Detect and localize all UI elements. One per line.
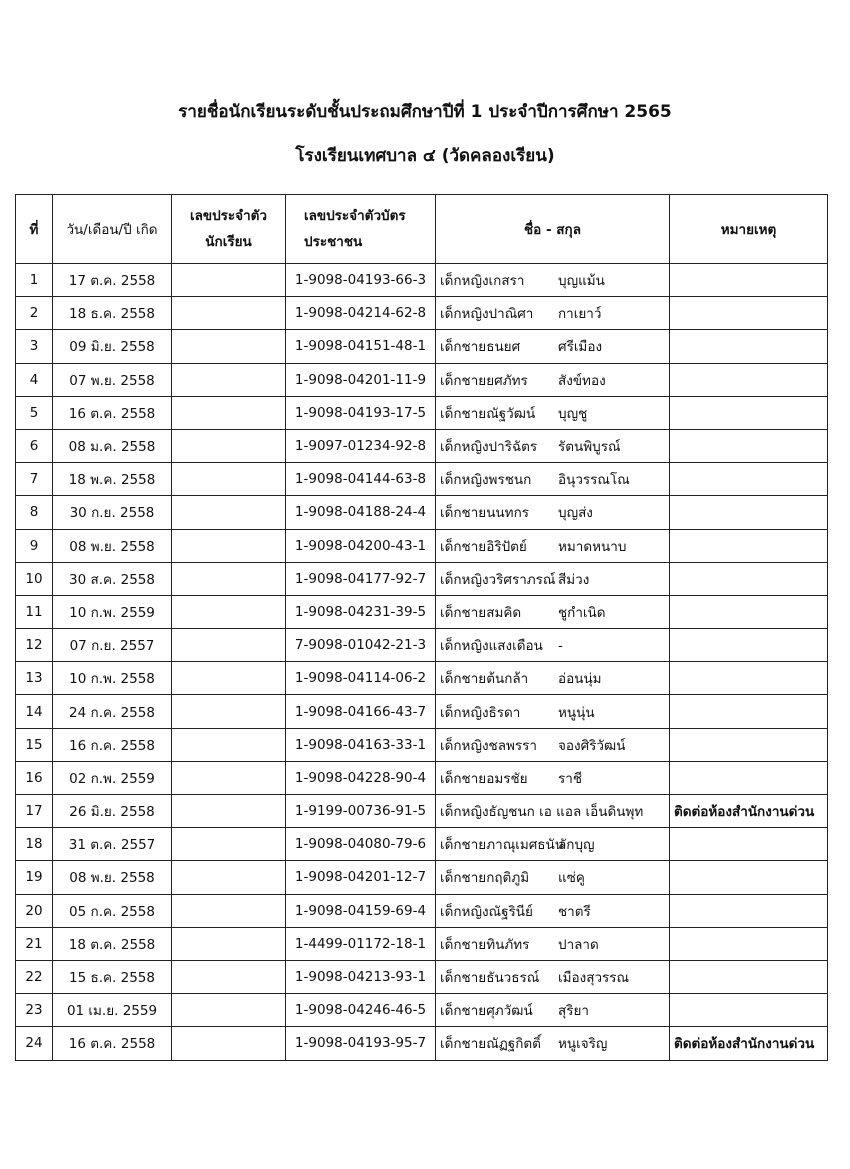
cell-student-id bbox=[172, 728, 286, 761]
cell-name bbox=[436, 562, 670, 595]
cell-student-id bbox=[172, 994, 286, 1027]
last-name: หนูนุ่น bbox=[558, 704, 595, 721]
cell-no: 17 bbox=[16, 795, 53, 828]
cell-name bbox=[436, 695, 670, 728]
cell-no: 10 bbox=[16, 562, 53, 595]
cell-name bbox=[436, 1027, 670, 1060]
cell-student-id bbox=[172, 595, 286, 628]
first-name: เด็กชายณัฐวัฒน์ bbox=[440, 405, 536, 422]
cell-student-id bbox=[172, 761, 286, 794]
cell-citizen-id: 1-9098-04201-11-9 bbox=[286, 363, 436, 396]
cell-citizen-id: 1-9098-04200-43-1 bbox=[286, 529, 436, 562]
cell-dob: 26 มิ.ย. 2558 bbox=[53, 795, 172, 828]
cell-note bbox=[670, 695, 828, 728]
first-name: เด็กหญิงวริศราภรณ์ bbox=[440, 571, 556, 588]
cell-note bbox=[670, 496, 828, 529]
last-name: ลักบุญ bbox=[558, 837, 595, 854]
cell-note bbox=[670, 894, 828, 927]
table-row bbox=[16, 595, 828, 628]
table-row bbox=[16, 496, 828, 529]
cell-citizen-id: 1-9098-04193-17-5 bbox=[286, 396, 436, 429]
cell-note bbox=[670, 264, 828, 297]
header-student-id bbox=[172, 195, 286, 264]
cell-no: 24 bbox=[16, 1027, 53, 1060]
cell-dob: 02 ก.พ. 2559 bbox=[53, 761, 172, 794]
cell-no: 11 bbox=[16, 595, 53, 628]
cell-citizen-id: 1-4499-01172-18-1 bbox=[286, 927, 436, 960]
last-name: จองศิริวัฒน์ bbox=[558, 737, 626, 754]
cell-dob: 09 มิ.ย. 2558 bbox=[53, 330, 172, 363]
cell-citizen-id: 1-9098-04151-48-1 bbox=[286, 330, 436, 363]
cell-dob: 16 ต.ค. 2558 bbox=[53, 396, 172, 429]
header-citizen-id bbox=[286, 195, 436, 264]
cell-dob: 10 ก.พ. 2559 bbox=[53, 595, 172, 628]
cell-dob: 30 ส.ค. 2558 bbox=[53, 562, 172, 595]
cell-note bbox=[670, 994, 828, 1027]
first-name: เด็กชายนนทกร bbox=[440, 505, 529, 522]
header-student-id-line2: นักเรียน bbox=[205, 234, 252, 250]
cell-dob: 10 ก.พ. 2558 bbox=[53, 662, 172, 695]
cell-note bbox=[670, 529, 828, 562]
cell-note bbox=[670, 463, 828, 496]
first-name: เด็กชายยศภัทร bbox=[440, 372, 528, 389]
cell-note bbox=[670, 662, 828, 695]
cell-citizen-id: 1-9097-01234-92-8 bbox=[286, 429, 436, 462]
table-row bbox=[16, 1027, 828, 1060]
cell-note bbox=[670, 330, 828, 363]
cell-citizen-id: 1-9098-04166-43-7 bbox=[286, 695, 436, 728]
last-name: ราชี bbox=[558, 770, 582, 787]
cell-name bbox=[436, 728, 670, 761]
cell-note bbox=[670, 927, 828, 960]
first-name: เด็กชายทินภัทร bbox=[440, 936, 530, 953]
cell-student-id bbox=[172, 529, 286, 562]
last-name: ปาลาด bbox=[558, 936, 599, 953]
first-name: เด็กหญิงแสงเดือน bbox=[440, 638, 543, 655]
cell-dob: 18 ต.ค. 2558 bbox=[53, 927, 172, 960]
cell-student-id bbox=[172, 429, 286, 462]
cell-name bbox=[436, 330, 670, 363]
table-row bbox=[16, 960, 828, 993]
cell-student-id bbox=[172, 562, 286, 595]
table-body bbox=[16, 264, 828, 1061]
cell-note bbox=[670, 297, 828, 330]
cell-no: 22 bbox=[16, 960, 53, 993]
cell-note bbox=[670, 828, 828, 861]
cell-name bbox=[436, 828, 670, 861]
cell-name bbox=[436, 927, 670, 960]
cell-name bbox=[436, 629, 670, 662]
cell-dob: 18 ธ.ค. 2558 bbox=[53, 297, 172, 330]
cell-no: 3 bbox=[16, 330, 53, 363]
last-name: หมาดหนาบ bbox=[558, 538, 627, 555]
cell-name bbox=[436, 529, 670, 562]
first-name: เด็กหญิงปาณิศา bbox=[440, 306, 534, 323]
cell-citizen-id: 1-9098-04188-24-4 bbox=[286, 496, 436, 529]
first-name: เด็กชายศุภวัฒน์ bbox=[440, 1003, 533, 1020]
table-row bbox=[16, 927, 828, 960]
table-row bbox=[16, 994, 828, 1027]
cell-dob: 16 ต.ค. 2558 bbox=[53, 1027, 172, 1060]
last-name: กาเยาว์ bbox=[558, 306, 602, 323]
cell-note: ติดต่อห้องสำนักงานด่วน bbox=[670, 795, 828, 828]
first-name: เด็กหญิงพรชนก bbox=[440, 472, 532, 489]
cell-student-id bbox=[172, 1027, 286, 1060]
cell-name bbox=[436, 429, 670, 462]
cell-student-id bbox=[172, 396, 286, 429]
first-name: เด็กชายอิริปัตย์ bbox=[440, 538, 527, 555]
cell-dob: 15 ธ.ค. 2558 bbox=[53, 960, 172, 993]
cell-name bbox=[436, 662, 670, 695]
cell-dob: 08 ม.ค. 2558 bbox=[53, 429, 172, 462]
table-row bbox=[16, 795, 828, 828]
header-note: หมายเหตุ bbox=[670, 195, 828, 264]
cell-name bbox=[436, 496, 670, 529]
first-name: เด็กหญิงธิรดา bbox=[440, 704, 521, 721]
last-name: แซ่คู bbox=[558, 870, 585, 887]
cell-dob: 30 ก.ย. 2558 bbox=[53, 496, 172, 529]
first-name: เด็กชายภาณุเมศธนัน bbox=[440, 837, 564, 854]
cell-citizen-id: 1-9098-04193-95-7 bbox=[286, 1027, 436, 1060]
cell-no: 1 bbox=[16, 264, 53, 297]
cell-no: 13 bbox=[16, 662, 53, 695]
table-row bbox=[16, 662, 828, 695]
cell-name bbox=[436, 894, 670, 927]
header-student-id-line1: เลขประจำตัว bbox=[189, 208, 268, 224]
table-row bbox=[16, 264, 828, 297]
table-row bbox=[16, 396, 828, 429]
cell-dob: 07 พ.ย. 2558 bbox=[53, 363, 172, 396]
first-name: เด็กหญิงปาริฉัตร bbox=[440, 439, 538, 456]
first-name: เด็กชายธนยศ bbox=[440, 339, 521, 356]
table-header-row bbox=[16, 195, 828, 264]
first-name: เด็กชายอมรชัย bbox=[440, 770, 528, 787]
cell-student-id bbox=[172, 662, 286, 695]
cell-citizen-id: 1-9098-04193-66-3 bbox=[286, 264, 436, 297]
cell-no: 7 bbox=[16, 463, 53, 496]
cell-student-id bbox=[172, 960, 286, 993]
cell-citizen-id: 1-9098-04228-90-4 bbox=[286, 761, 436, 794]
cell-student-id bbox=[172, 330, 286, 363]
last-name: - bbox=[558, 638, 563, 655]
cell-no: 20 bbox=[16, 894, 53, 927]
cell-citizen-id: 1-9098-04231-39-5 bbox=[286, 595, 436, 628]
cell-name bbox=[436, 463, 670, 496]
cell-student-id bbox=[172, 927, 286, 960]
cell-student-id bbox=[172, 297, 286, 330]
cell-name bbox=[436, 960, 670, 993]
cell-no: 14 bbox=[16, 695, 53, 728]
cell-no: 9 bbox=[16, 529, 53, 562]
cell-citizen-id: 1-9098-04214-62-8 bbox=[286, 297, 436, 330]
cell-dob: 08 พ.ย. 2558 bbox=[53, 861, 172, 894]
cell-dob: 16 ก.ค. 2558 bbox=[53, 728, 172, 761]
header-citizen-id-line1: เลขประจำตัวบัตร bbox=[304, 208, 406, 224]
cell-note bbox=[670, 761, 828, 794]
cell-note: ติดต่อห้องสำนักงานด่วน bbox=[670, 1027, 828, 1060]
cell-no: 6 bbox=[16, 429, 53, 462]
cell-no: 5 bbox=[16, 396, 53, 429]
cell-no: 15 bbox=[16, 728, 53, 761]
cell-citizen-id: 1-9098-04144-63-8 bbox=[286, 463, 436, 496]
cell-dob: 17 ต.ค. 2558 bbox=[53, 264, 172, 297]
first-name: เด็กชายณัฏฐกิตติ์ bbox=[440, 1036, 541, 1053]
header-no: ที่ bbox=[16, 195, 53, 264]
table-row bbox=[16, 894, 828, 927]
cell-note bbox=[670, 629, 828, 662]
first-name: เด็กหญิงเกสรา bbox=[440, 273, 525, 290]
cell-student-id bbox=[172, 861, 286, 894]
cell-note bbox=[670, 396, 828, 429]
first-name: เด็กชายต้นกล้า bbox=[440, 671, 529, 688]
table-row bbox=[16, 761, 828, 794]
cell-citizen-id: 1-9098-04163-33-1 bbox=[286, 728, 436, 761]
table-row bbox=[16, 695, 828, 728]
cell-name bbox=[436, 363, 670, 396]
table-row bbox=[16, 297, 828, 330]
cell-no: 23 bbox=[16, 994, 53, 1027]
cell-no: 8 bbox=[16, 496, 53, 529]
last-name: สีม่วง bbox=[558, 571, 590, 588]
cell-name bbox=[436, 396, 670, 429]
cell-citizen-id: 1-9098-04201-12-7 bbox=[286, 861, 436, 894]
last-name: ชูกำเนิด bbox=[558, 604, 606, 621]
cell-note bbox=[670, 429, 828, 462]
table-row bbox=[16, 562, 828, 595]
cell-dob: 08 พ.ย. 2558 bbox=[53, 529, 172, 562]
last-name: บุญชู bbox=[558, 405, 588, 422]
first-name: เด็กชายสมคิด bbox=[440, 604, 522, 621]
cell-citizen-id: 1-9199-00736-91-5 bbox=[286, 795, 436, 828]
last-name: บุญแม้น bbox=[558, 273, 605, 290]
cell-citizen-id: 1-9098-04159-69-4 bbox=[286, 894, 436, 927]
cell-name bbox=[436, 297, 670, 330]
cell-no: 2 bbox=[16, 297, 53, 330]
cell-student-id bbox=[172, 695, 286, 728]
cell-student-id bbox=[172, 629, 286, 662]
cell-citizen-id: 1-9098-04213-93-1 bbox=[286, 960, 436, 993]
last-name: สุริยา bbox=[558, 1003, 589, 1020]
cell-no: 21 bbox=[16, 927, 53, 960]
cell-no: 16 bbox=[16, 761, 53, 794]
last-name: ศรีเมือง bbox=[558, 339, 603, 356]
cell-name bbox=[436, 994, 670, 1027]
first-name: เด็กหญิงธัญชนก เอ แอล เอ็นดินพุท bbox=[440, 804, 644, 821]
table-row bbox=[16, 363, 828, 396]
header-dob: วัน/เดือน/ปี เกิด bbox=[53, 195, 172, 264]
document-title: รายชื่อนักเรียนระดับชั้นประถมศึกษาปีที่ 1 ประจำปีการศึกษา 2565 bbox=[178, 102, 672, 122]
last-name: ชาตรี bbox=[558, 903, 591, 920]
last-name: รัตนพิบูรณ์ bbox=[558, 439, 621, 456]
first-name: เด็กหญิงณัฐรินีย์ bbox=[440, 903, 533, 920]
cell-dob: 18 พ.ค. 2558 bbox=[53, 463, 172, 496]
cell-dob: 07 ก.ย. 2557 bbox=[53, 629, 172, 662]
cell-student-id bbox=[172, 795, 286, 828]
cell-name bbox=[436, 761, 670, 794]
cell-dob: 31 ต.ค. 2557 bbox=[53, 828, 172, 861]
cell-note bbox=[670, 960, 828, 993]
cell-citizen-id: 1-9098-04177-92-7 bbox=[286, 562, 436, 595]
last-name: อินุวรรณโณ bbox=[558, 472, 630, 489]
last-name: อ่อนนุ่ม bbox=[558, 671, 602, 688]
cell-student-id bbox=[172, 894, 286, 927]
cell-student-id bbox=[172, 828, 286, 861]
cell-name bbox=[436, 795, 670, 828]
first-name: เด็กชายกฤติภูมิ bbox=[440, 870, 530, 887]
cell-name bbox=[436, 595, 670, 628]
cell-citizen-id: 7-9098-01042-21-3 bbox=[286, 629, 436, 662]
table-row bbox=[16, 463, 828, 496]
cell-note bbox=[670, 562, 828, 595]
first-name: เด็กชายธันวธรณ์ bbox=[440, 970, 540, 987]
cell-note bbox=[670, 861, 828, 894]
header-name: ชื่อ - สกุล bbox=[436, 195, 670, 264]
student-roster-table bbox=[15, 194, 828, 1061]
table-row bbox=[16, 529, 828, 562]
table-row bbox=[16, 429, 828, 462]
cell-name bbox=[436, 264, 670, 297]
table-row bbox=[16, 828, 828, 861]
cell-student-id bbox=[172, 264, 286, 297]
cell-no: 18 bbox=[16, 828, 53, 861]
last-name: บุญส่ง bbox=[558, 505, 593, 522]
cell-no: 4 bbox=[16, 363, 53, 396]
table-row bbox=[16, 330, 828, 363]
last-name: เมืองสุวรรณ bbox=[558, 970, 630, 987]
header-citizen-id-line2: ประชาชน bbox=[304, 234, 363, 250]
table-row bbox=[16, 728, 828, 761]
last-name: หนูเจริญ bbox=[558, 1036, 608, 1053]
cell-citizen-id: 1-9098-04080-79-6 bbox=[286, 828, 436, 861]
cell-citizen-id: 1-9098-04246-46-5 bbox=[286, 994, 436, 1027]
cell-note bbox=[670, 595, 828, 628]
cell-student-id bbox=[172, 496, 286, 529]
cell-citizen-id: 1-9098-04114-06-2 bbox=[286, 662, 436, 695]
cell-note bbox=[670, 363, 828, 396]
school-name: โรงเรียนเทศบาล ๔ (วัดคลองเรียน) bbox=[295, 146, 555, 166]
cell-no: 19 bbox=[16, 861, 53, 894]
table-row bbox=[16, 861, 828, 894]
cell-student-id bbox=[172, 363, 286, 396]
cell-note bbox=[670, 728, 828, 761]
first-name: เด็กหญิงชลพรรา bbox=[440, 737, 537, 754]
cell-dob: 01 เม.ย. 2559 bbox=[53, 994, 172, 1027]
cell-student-id bbox=[172, 463, 286, 496]
last-name: สังข์ทอง bbox=[558, 372, 606, 389]
cell-dob: 05 ก.ค. 2558 bbox=[53, 894, 172, 927]
cell-name bbox=[436, 861, 670, 894]
cell-no: 12 bbox=[16, 629, 53, 662]
cell-dob: 24 ก.ค. 2558 bbox=[53, 695, 172, 728]
table-row bbox=[16, 629, 828, 662]
